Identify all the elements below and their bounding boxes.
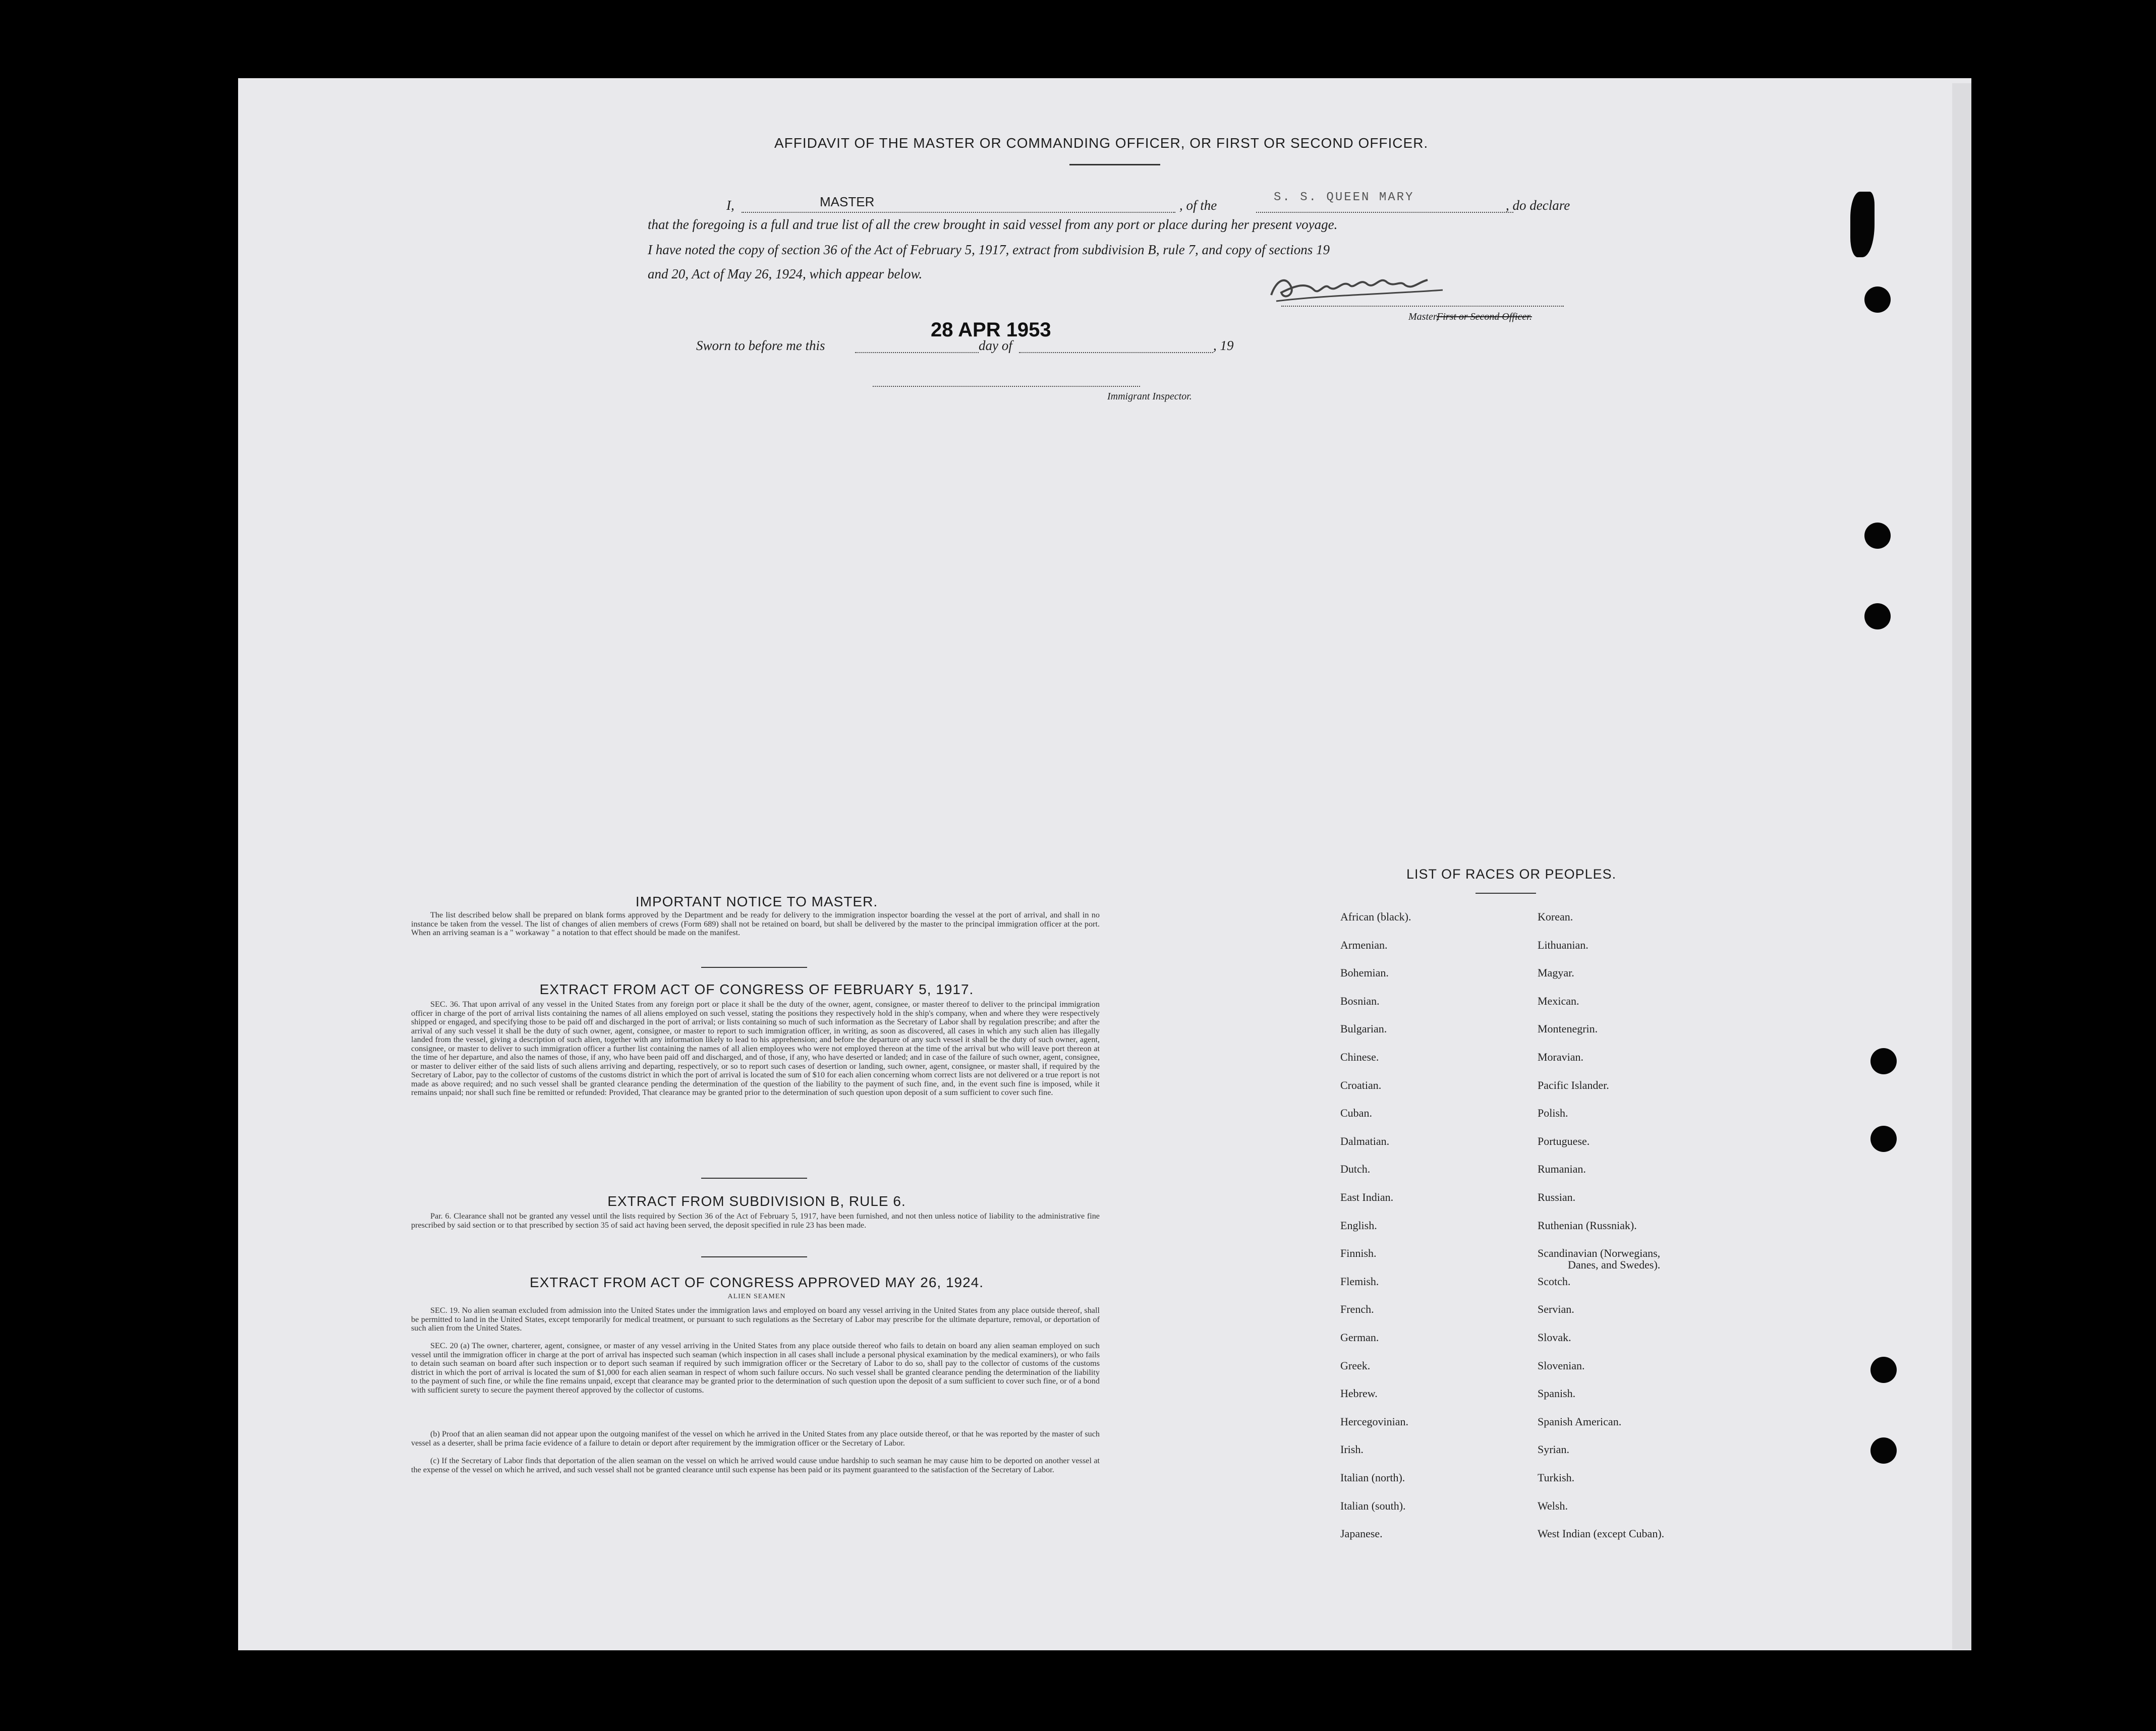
binder-hole	[1864, 523, 1891, 549]
race-item: Portuguese.	[1538, 1135, 1590, 1147]
extract-1924-sec20c: (c) If the Secretary of Labor finds that deportation of the alien seaman on the vessel on which he arrived would cause undue hardship to such seaman he may cause him to be deported on another vessel at the expense of the vessel on which he arrived, and such vessel shall not be granted clearance until such expense has been paid or its payment guaranteed to the satisfaction of the Secretary of Labor.	[411, 1456, 1100, 1474]
master-field-value: MASTER	[820, 194, 875, 209]
day-of-label: day of	[979, 338, 1012, 353]
race-item: Flemish.	[1340, 1275, 1379, 1288]
race-item: West Indian (except Cuban).	[1538, 1527, 1665, 1540]
extract-1924-title: EXTRACT FROM ACT OF CONGRESS APPROVED MAY 26, 1924.	[529, 1275, 984, 1290]
race-item: Mexican.	[1538, 995, 1579, 1007]
race-item: Dutch.	[1340, 1163, 1371, 1175]
extract-rule6-rule	[701, 1256, 807, 1257]
struck-officer-caption: First or Second Officer.	[1437, 311, 1532, 322]
extract-1917-rule	[701, 1178, 807, 1179]
race-item: Magyar.	[1538, 966, 1574, 979]
sworn-month-line	[1019, 352, 1213, 353]
extract-1917-title: EXTRACT FROM ACT OF CONGRESS OF FEBRUARY 5, 1917.	[539, 982, 974, 997]
race-item: Pacific Islander.	[1538, 1079, 1609, 1091]
notice-rule	[701, 967, 807, 968]
race-item: Syrian.	[1538, 1443, 1569, 1456]
race-item: Bohemian.	[1340, 966, 1389, 979]
vessel-field-line	[1256, 212, 1513, 213]
extract-1924-subtitle: ALIEN SEAMEN	[727, 1293, 786, 1300]
race-item: French.	[1340, 1303, 1374, 1315]
race-item: Croatian.	[1340, 1079, 1382, 1091]
race-continuation: Danes, and Swedes).	[1568, 1258, 1661, 1271]
binder-hole	[1870, 1048, 1897, 1074]
race-item: Welsh.	[1538, 1499, 1568, 1512]
race-item: Ruthenian (Russniak).	[1538, 1219, 1637, 1232]
race-item: Bulgarian.	[1340, 1022, 1387, 1035]
race-item: Slovenian.	[1538, 1359, 1585, 1372]
race-item: Hercegovinian.	[1340, 1415, 1408, 1428]
race-item: Hebrew.	[1340, 1387, 1378, 1400]
race-item: German.	[1340, 1331, 1379, 1344]
race-item: English.	[1340, 1219, 1377, 1232]
date-stamp: 28 APR 1953	[931, 319, 1051, 341]
race-item: Moravian.	[1538, 1051, 1584, 1063]
extract-1924-sec20a: SEC. 20 (a) The owner, charterer, agent, consignee, or master of any vessel arriving in the United States from any place outside thereof who fails to detain on board any alien seaman employed on such vessel until the immigration officer in charge at the port of arrival has inspected such seaman (which inspection in all cases shall include a personal physical examination by the medical examiners), or who fails to detain such seaman on board after such inspection or to deport such seaman if required by such immigration officer or the Secretary of Labor to do so, shall pay to the collector of customs of the customs district in which the port of arrival is located the sum of $1,000 for each alien seaman in respect of whom such failure occurs. No such vessel shall be granted clearance pending the determination of the liability to the payment of such fine, or while the fine remains unpaid, except that clearance may be granted prior to the determination of such question upon the deposit of a sum sufficient to cover such fine, or of a bond with sufficient surety to secure the payment thereof approved by the collector of customs.	[411, 1341, 1100, 1395]
race-item: Russian.	[1538, 1191, 1576, 1203]
signature-line	[1281, 306, 1564, 307]
binder-hole	[1870, 1126, 1897, 1152]
master-caption: Master,	[1408, 311, 1439, 322]
race-item: Scandinavian (Norwegians,	[1538, 1247, 1661, 1259]
race-item: Italian (north).	[1340, 1471, 1405, 1484]
of-the-label: , of the	[1179, 198, 1217, 213]
master-field-line	[742, 212, 1175, 213]
binder-hole	[1870, 1357, 1897, 1383]
notice-body: The list described below shall be prepared on blank forms approved by the Department and be ready for delivery to the immigration inspector boarding the vessel at the port of arrival, and shall in no instance be taken from the vessel. The list of changes of alien members of crews (Form 689) shall not be retained on board, but shall be delivered by the master to the principal immigration officer at the port. When an arriving seaman is a " workaway " a notation to that effect should be made on the manifest.	[411, 910, 1100, 937]
title-rule	[1069, 164, 1160, 165]
i-label: I,	[726, 198, 734, 213]
affidavit-line-4: and 20, Act of May 26, 1924, which appear below.	[648, 266, 923, 281]
extract-1924-sec19: SEC. 19. No alien seaman excluded from admission into the United States under the immigration laws and employed on board any vessel arriving in the United States from any place outside thereof, shall be permitted to land in the United States, except temporarily for medical treatment, or pursuant to such regulations as the Secretary of Labor may prescribe for the ultimate departure, removal, or deportation of such alien from the United States.	[411, 1306, 1100, 1333]
race-item: Spanish.	[1538, 1387, 1576, 1400]
sheet-edge	[1952, 83, 1971, 1649]
races-title-rule	[1476, 893, 1536, 894]
binder-hole	[1870, 1437, 1897, 1464]
race-item: Lithuanian.	[1538, 939, 1588, 951]
notice-title: IMPORTANT NOTICE TO MASTER.	[635, 894, 878, 909]
sworn-day-line	[855, 352, 979, 353]
race-item: Rumanian.	[1538, 1163, 1586, 1175]
inspector-caption: Immigrant Inspector.	[1107, 391, 1192, 402]
race-item: Polish.	[1538, 1107, 1568, 1119]
extract-1924-sec20b: (b) Proof that an alien seaman did not appear upon the outgoing manifest of the vessel on which he arrived in the United States from any place outside thereof, or that he was reported by the master of such vessel as a deserter, shall be prima facie evidence of a failure to detain or deport after requirement by the immigration officer or the Secretary of Labor.	[411, 1429, 1100, 1448]
year-label: , 19	[1213, 338, 1234, 353]
race-item: Armenian.	[1340, 939, 1388, 951]
races-title: LIST OF RACES OR PEOPLES.	[1406, 867, 1617, 882]
race-item: Japanese.	[1340, 1527, 1383, 1540]
extract-rule6-title: EXTRACT FROM SUBDIVISION B, RULE 6.	[607, 1193, 906, 1209]
race-item: Dalmatian.	[1340, 1135, 1390, 1147]
extract-1917-body: SEC. 36. That upon arrival of any vessel in the United States from any foreign port or place it shall be the duty of the owner, agent, consignee, or master thereof to deliver to the principal immigration officer in charge of the port of arrival lists containing the names of all aliens employed on such vessel, stating the positions they respectively hold in the ship's company, when and where they were respectively shipped or engaged, and specifying those to be paid off and discharged in the port of arrival; or lists containing so much of such information as the Secretary of Labor shall by regulation prescribe; and after the arrival of any such vessel it shall be the duty of such owner, agent, consignee, or master to report to such immigration officer, in writing, as soon as discovered, all cases in which any such alien has illegally landed from the vessel, giving a description of such alien, together with any information likely to lead to his apprehension; and before the departure of any such vessel it shall be the duty of such owner, agent, consignee, or master to deliver to such immigration officer a further list containing the names of all alien employees who were not employed thereon at the time of the arrival but who will leave port thereon at the time of her departure, and also the names of those, if any, who have been paid off and discharged, and of those, if any, who have deserted or landed; and in case of the failure of such owner, agent, consignee, or master to deliver either of the said lists of such aliens arriving and departing, respectively, or so to report such cases of desertion or landing, such owner, agent, consignee, or master shall, if required by the Secretary of Labor, pay to the collector of customs of the customs district in which the port of arrival is located the sum of $10 for each alien concerning whom correct lists are not delivered or a true report is not made as above required; and no such vessel shall be granted clearance pending the determination of the question of the liability to the payment of such fine, and, in the event such fine is imposed, while it remains unpaid; nor shall such fine be remitted or refunded: Provided, That clearance may be granted prior to the determination of such question upon deposit of a sum sufficient to cover such fine.	[411, 1000, 1100, 1097]
race-item: Cuban.	[1340, 1107, 1372, 1119]
race-item: Montenegrin.	[1538, 1022, 1598, 1035]
race-item: Chinese.	[1340, 1051, 1379, 1063]
race-item: Italian (south).	[1340, 1499, 1406, 1512]
vessel-field-value: S. S. QUEEN MARY	[1274, 191, 1414, 204]
inspector-line	[873, 386, 1140, 387]
race-item: Finnish.	[1340, 1247, 1377, 1259]
torn-edge-mark	[1850, 192, 1875, 257]
affidavit-line-2: that the foregoing is a full and true list of all the crew brought in said vessel from any port or place during her present voyage.	[648, 217, 1338, 232]
extract-rule6-body: Par. 6. Clearance shall not be granted any vessel until the lists required by Section 36 of the Act of February 5, 1917, have been furnished, and not then unless notice of liability to the administrative fine prescribed by said section or to that prescribed by section 35 of said act having been served, the deposit specified in rule 23 has been made.	[411, 1211, 1100, 1230]
sworn-label: Sworn to before me this	[696, 338, 825, 353]
affidavit-line-3: I have noted the copy of section 36 of the Act of February 5, 1917, extract from subdivision B, rule 7, and copy of sections 19	[648, 242, 1330, 257]
master-signature	[1266, 265, 1448, 310]
race-item: African (black).	[1340, 910, 1411, 923]
race-item: Slovak.	[1538, 1331, 1571, 1344]
binder-hole	[1864, 286, 1891, 313]
race-item: East Indian.	[1340, 1191, 1394, 1203]
affidavit-title: AFFIDAVIT OF THE MASTER OR COMMANDING OFFICER, OR FIRST OR SECOND OFFICER.	[774, 135, 1429, 151]
document-sheet	[238, 78, 1971, 1650]
race-item: Bosnian.	[1340, 995, 1380, 1007]
race-item: Spanish American.	[1538, 1415, 1622, 1428]
race-item: Turkish.	[1538, 1471, 1575, 1484]
race-item: Greek.	[1340, 1359, 1371, 1372]
race-item: Korean.	[1538, 910, 1573, 923]
binder-hole	[1864, 603, 1891, 629]
do-declare-label: , do declare	[1506, 198, 1570, 213]
race-item: Scotch.	[1538, 1275, 1571, 1288]
race-item: Servian.	[1538, 1303, 1574, 1315]
race-item: Irish.	[1340, 1443, 1364, 1456]
